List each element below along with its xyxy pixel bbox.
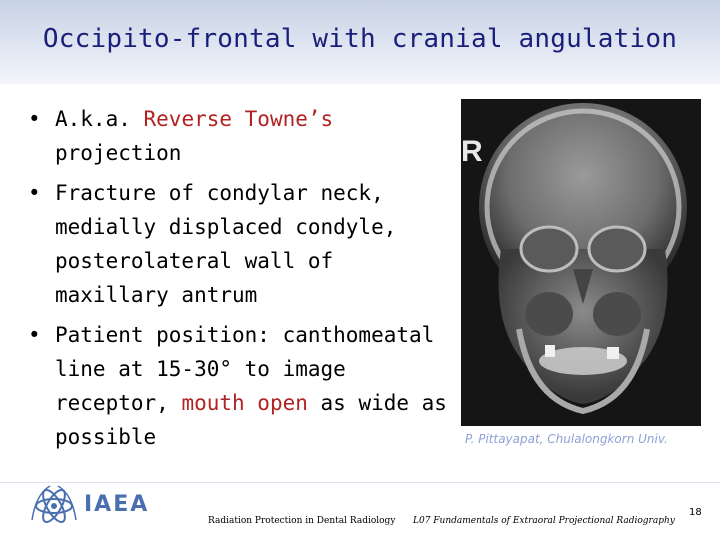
bullet-marker: • <box>28 107 41 131</box>
bullet-list <box>28 102 448 460</box>
bullet-text: projection <box>55 141 182 165</box>
footer-lecture-title: L07 Fundamentals of Extraoral Projectional Radiography <box>413 516 675 526</box>
bullet-text: Patient position: canthomeatal line at 15-30° to image receptor, <box>55 323 435 415</box>
footer-course-title: Radiation Protection in Dental Radiology <box>208 516 396 526</box>
bullet-highlight-text: mouth open <box>181 391 308 415</box>
image-credit: P. Pittayapat, Chulalongkorn Univ. <box>465 432 668 446</box>
bullet-text: as wide as possible <box>55 391 447 449</box>
page-number: 18 <box>689 507 702 518</box>
slide-title: Occipito-frontal with cranial angulation <box>42 24 678 54</box>
skull-xray-image <box>461 99 701 426</box>
bullet-highlight-text: Reverse Towne’s <box>143 107 334 131</box>
bullet-text: Fracture of condylar neck, medially displaced condyle, posterolateral wall of maxillary antrum <box>55 181 397 307</box>
bullet-marker: • <box>28 323 41 347</box>
bullet-text: A.k.a. <box>55 107 144 131</box>
bullet-marker: • <box>28 181 41 205</box>
bullet-item <box>28 176 448 312</box>
bullet-item <box>28 102 448 170</box>
r-marker: R <box>461 135 483 168</box>
skull-xray-graphic <box>461 99 701 426</box>
bullet-item <box>28 318 448 454</box>
iaea-logo-text: IAEA <box>84 492 150 517</box>
